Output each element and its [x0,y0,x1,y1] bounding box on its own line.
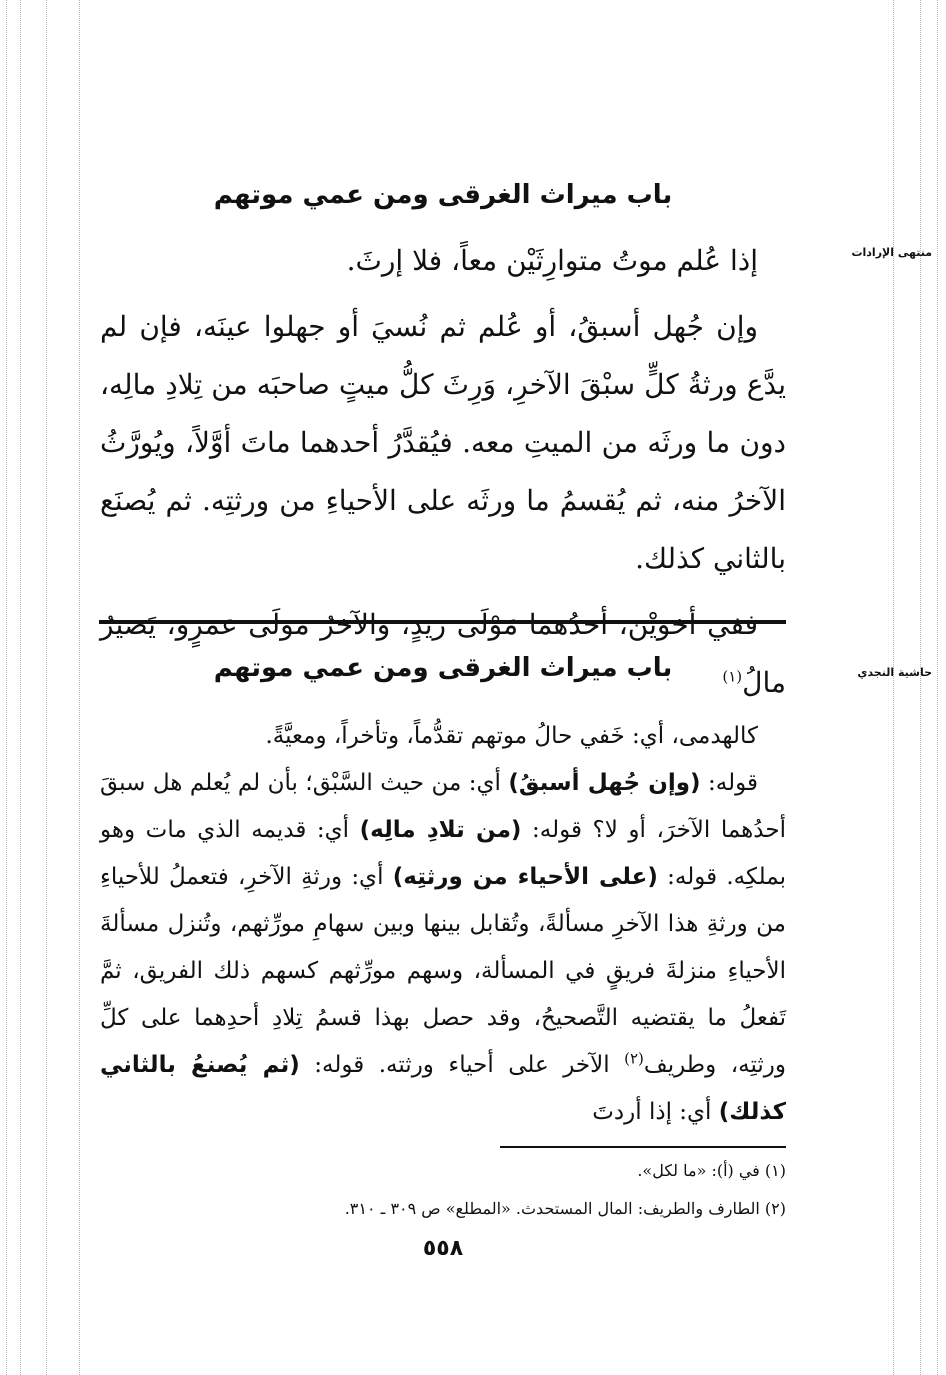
commentary-text-segment: أي: إذا أردتَ [592,1099,719,1125]
commentary-quoted-matn: (ثم يُصنعُ بالثاني كذلك) [100,1052,786,1125]
scan-guide-line [937,0,938,1375]
commentary-text-segment: أي: من حيث السَّبْق؛ بأن لم يُعلم هل سبقَ أحدُهما الآخرَ، أو لا؟ قوله: [100,770,786,843]
footnote-separator [500,1146,786,1148]
main-paragraph-3-text: ففي أخوَيْن، أحدُهما مَوْلَى زيدٍ، والآخرُ مولَى عمرٍو، يَصيرُ مالُ [100,608,786,699]
commentary-text-segment: أي: ورثةِ الآخرِ، فتعملُ للأحياءِ من ورثةِ هذا الآخرِ مسألةً، وتُقابل بينها وبين سهامِ مورِّثهم، وتُنزل مسألةَ الأحياءِ منزلةَ فريقٍ في المسألة، وسهم مورِّثهم كسهم ذلك الفريق، ثمَّ تَفعلُ ما يقتضيه التَّصحيحُ، وقد حصل بهذا قسمُ تِلادِ أحدِهما على كلِّ ورثتِه، وطريف [100,864,787,1078]
main-paragraph-1-text: إذا عُلم موتُ متوارِثَيْن معاً، فلا إرثَ. [346,244,758,277]
commentary-text-segment: الآخر على أحياء ورثته. قوله: [299,1052,625,1078]
main-text-block [100,232,786,712]
matn-source-label: منتهى الإرادات [851,246,932,259]
commentary-text-segment: قوله: [700,770,758,796]
main-paragraph-2 [100,298,786,588]
footnote-1: (١) في (أ): «ما لكل». [637,1161,786,1180]
commentary-text-block [100,713,786,1136]
commentary-text-segment: أي: قديمه الذي مات وهو بملكِه. قوله: [100,817,786,890]
main-paragraph-2-text: وإن جُهل أسبقُ، أو عُلم ثم نُسيَ أو جهلوا عينَه، فإن لم يدَّع ورثةُ كلٍّ سبْقَ الآخرِ، وَرِثَ كلُّ ميتٍ صاحبَه من تِلادِ مالِه، دون ما ورثَه من الميتِ معه. فيُقدَّرُ أحدهما ماتَ أوَّلاً، ويُورَّثُ الآخرُ منه، ثم يُقسمُ ما ورثَه على الأحياءِ من ورثتِه. ثم يُصنَع بالثاني كذلك. [100,310,786,575]
scan-guide-line [20,0,21,1375]
scan-guide-line [46,0,47,1375]
footnotes [100,1152,786,1228]
scan-guide-line [79,0,80,1375]
commentary-paragraph [100,760,786,1136]
footnote-marker-1: (١) [722,667,743,686]
main-paragraph-1 [100,232,786,290]
page-number: ٥٥٨ [422,1236,464,1261]
commentary-intro [100,713,786,760]
main-chapter-heading: باب ميراث الغرقى ومن عمي موتهم [213,180,673,210]
scan-guide-line [6,0,7,1375]
scan-guide-line [920,0,921,1375]
section-divider [99,620,786,624]
commentary-intro-text: كالهدمى، أي: خَفي حالُ موتهم تقدُّماً، وتأخراً، ومعيَّةً. [265,723,758,749]
commentary-quoted-matn: (من تلادِ مالِه) [359,817,522,843]
scan-guide-line [893,0,894,1375]
footnote-marker-2: (٢) [624,1049,644,1068]
commentary-chapter-heading: باب ميراث الغرقى ومن عمي موتهم [213,653,673,683]
footnote-2: (٢) الطارف والطريف: المال المستحدث. «المطلع» ص ٣٠٩ ـ ٣١٠. [344,1199,786,1218]
commentary-source-label: حاشية النجدي [857,666,932,679]
commentary-quoted-matn: (وإن جُهل أسبقُ) [508,770,701,796]
commentary-quoted-matn: (على الأحياء من ورثتِه) [392,864,658,890]
